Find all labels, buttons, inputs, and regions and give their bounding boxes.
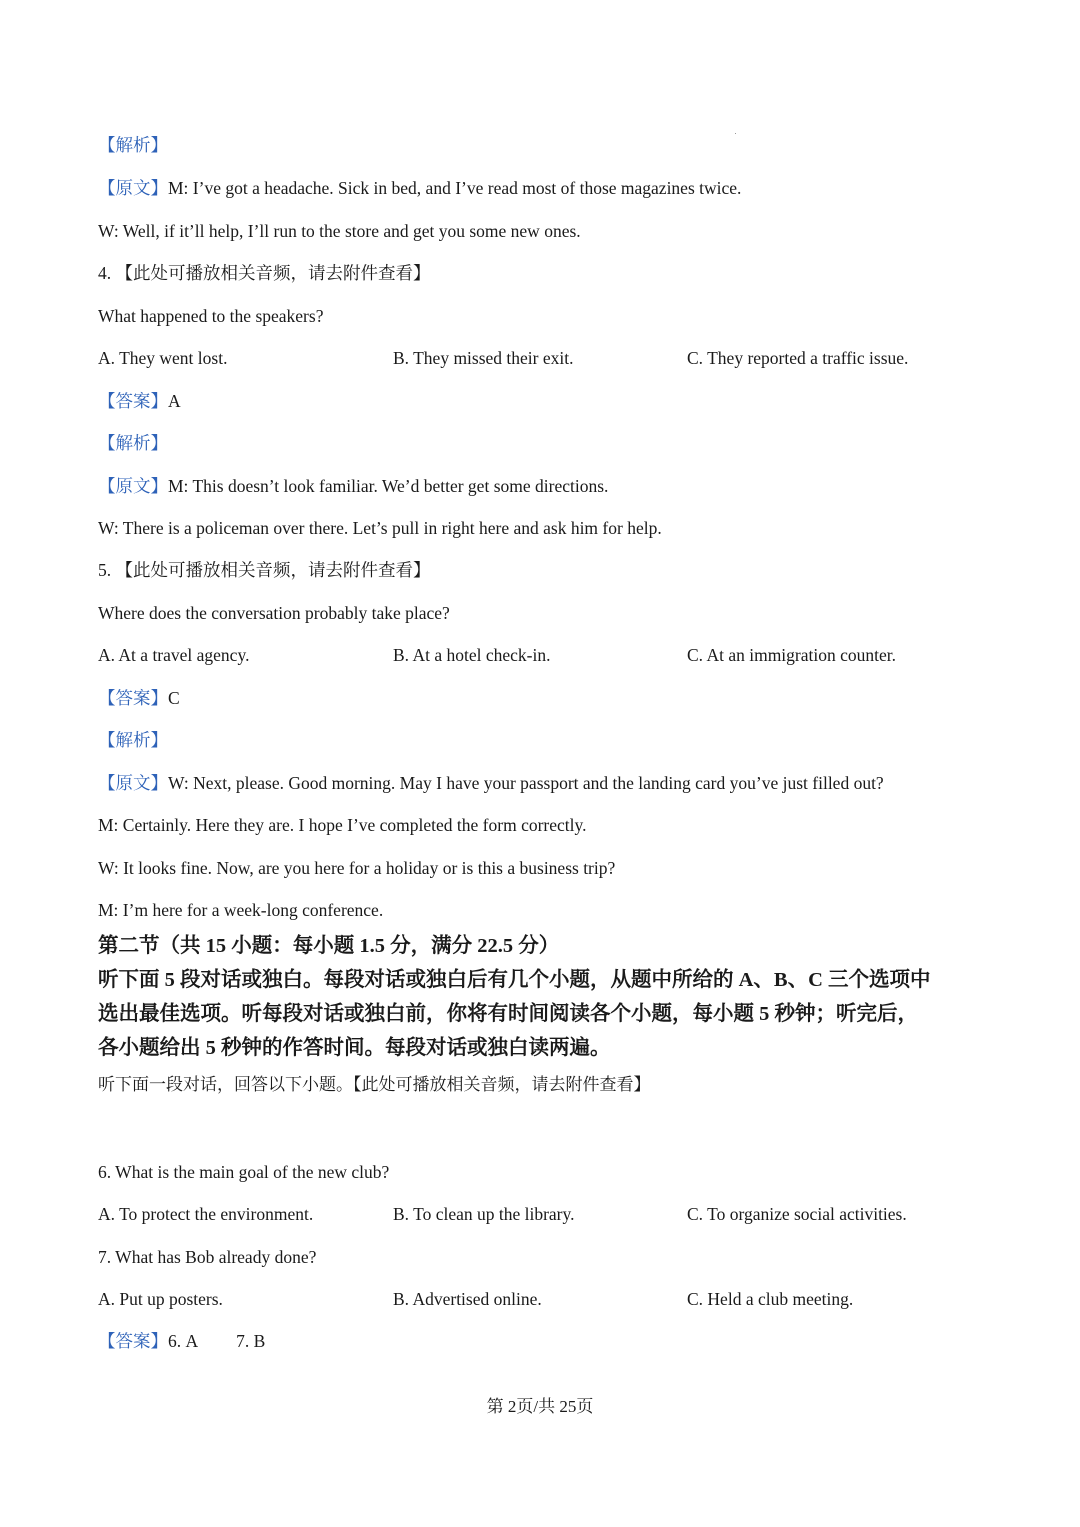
- answer-value: C: [168, 688, 180, 708]
- original-tag: 【原文】: [98, 178, 168, 198]
- dialogue-note: 听下面一段对话，回答以下小题。【此处可播放相关音频，请去附件查看】: [98, 1075, 651, 1094]
- question-7-text: 7. What has Bob already done?: [98, 1247, 317, 1267]
- page-footer: 第 2页/共 25页: [486, 1397, 594, 1416]
- question-5-audio: 5. 【此处可播放相关音频，请去附件查看】: [98, 560, 431, 580]
- transcript-q5-m2: M: I’m here for a week-long conference.: [98, 900, 384, 920]
- transcript-text: W: Next, please. Good morning. May I have your passport and the landing card you’ve just filled out?: [168, 773, 884, 793]
- question-6-text: 6. What is the main goal of the new club?: [98, 1162, 390, 1182]
- answer-tag: 【答案】: [98, 391, 168, 411]
- answer-6: 6. A: [168, 1331, 199, 1351]
- section-2-instructions-2: 选出最佳选项。听每段对话或独白前，你将有时间阅读各个小题，每小题 5 秒钟；听完后，: [98, 1003, 918, 1025]
- transcript-q4-m: [98, 474, 608, 498]
- section-2-heading: 第二节（共 15 小题：每小题 1.5 分，满分 22.5 分）: [98, 935, 560, 957]
- q5-option-c: C. At an immigration counter.: [687, 645, 897, 665]
- answer-value: A: [168, 391, 181, 411]
- transcript-q3-w: W: Well, if it’ll help, I’ll run to the store and get you some new ones.: [98, 221, 581, 241]
- transcript-q3-m: [98, 176, 741, 200]
- analysis-tag-q5: 【解析】: [98, 730, 168, 750]
- section-2-instructions-1: 听下面 5 段对话或独白。每段对话或独白后有几个小题，从题中所给的 A、B、C 三个选项中: [98, 969, 931, 991]
- question-5-text: Where does the conversation probably take place?: [98, 603, 450, 623]
- q4-option-c: C. They reported a traffic issue.: [687, 348, 909, 368]
- question-4-audio: 4. 【此处可播放相关音频，请去附件查看】: [98, 263, 431, 283]
- transcript-q5-w1: [98, 771, 884, 795]
- q6-option-c: C. To organize social activities.: [687, 1204, 907, 1224]
- section-2-instructions-3: 各小题给出 5 秒钟的作答时间。每段对话或独白读两遍。: [98, 1037, 611, 1059]
- answer-tag: 【答案】: [98, 1331, 168, 1351]
- q5-option-b: B. At a hotel check-in.: [393, 645, 551, 665]
- q7-option-a: A. Put up posters.: [98, 1289, 223, 1309]
- analysis-tag-q3: 【解析】: [98, 135, 168, 155]
- answer-q6-q7: [98, 1329, 265, 1353]
- transcript-q5-m1: M: Certainly. Here they are. I hope I’ve completed the form correctly.: [98, 815, 587, 835]
- original-tag: 【原文】: [98, 773, 168, 793]
- analysis-tag-q4: 【解析】: [98, 433, 168, 453]
- q4-option-a: A. They went lost.: [98, 348, 228, 368]
- answer-q4: [98, 389, 181, 413]
- question-4-text: What happened to the speakers?: [98, 306, 324, 326]
- answer-7: 7. B: [236, 1331, 266, 1351]
- transcript-q5-w2: W: It looks fine. Now, are you here for a holiday or is this a business trip?: [98, 858, 616, 878]
- answer-tag: 【答案】: [98, 688, 168, 708]
- answer-q5: [98, 686, 180, 710]
- transcript-text: M: I’ve got a headache. Sick in bed, and I’ve read most of those magazines twice.: [168, 178, 742, 198]
- original-tag: 【原文】: [98, 476, 168, 496]
- q6-option-b: B. To clean up the library.: [393, 1204, 575, 1224]
- q5-option-a: A. At a travel agency.: [98, 645, 250, 665]
- scan-speck: [735, 133, 736, 134]
- transcript-text: M: This doesn’t look familiar. We’d better get some directions.: [168, 476, 609, 496]
- transcript-q4-w: W: There is a policeman over there. Let’s pull in right here and ask him for help.: [98, 518, 662, 538]
- q7-option-c: C. Held a club meeting.: [687, 1289, 854, 1309]
- q4-option-b: B. They missed their exit.: [393, 348, 574, 368]
- q7-option-b: B. Advertised online.: [393, 1289, 542, 1309]
- q6-option-a: A. To protect the environment.: [98, 1204, 314, 1224]
